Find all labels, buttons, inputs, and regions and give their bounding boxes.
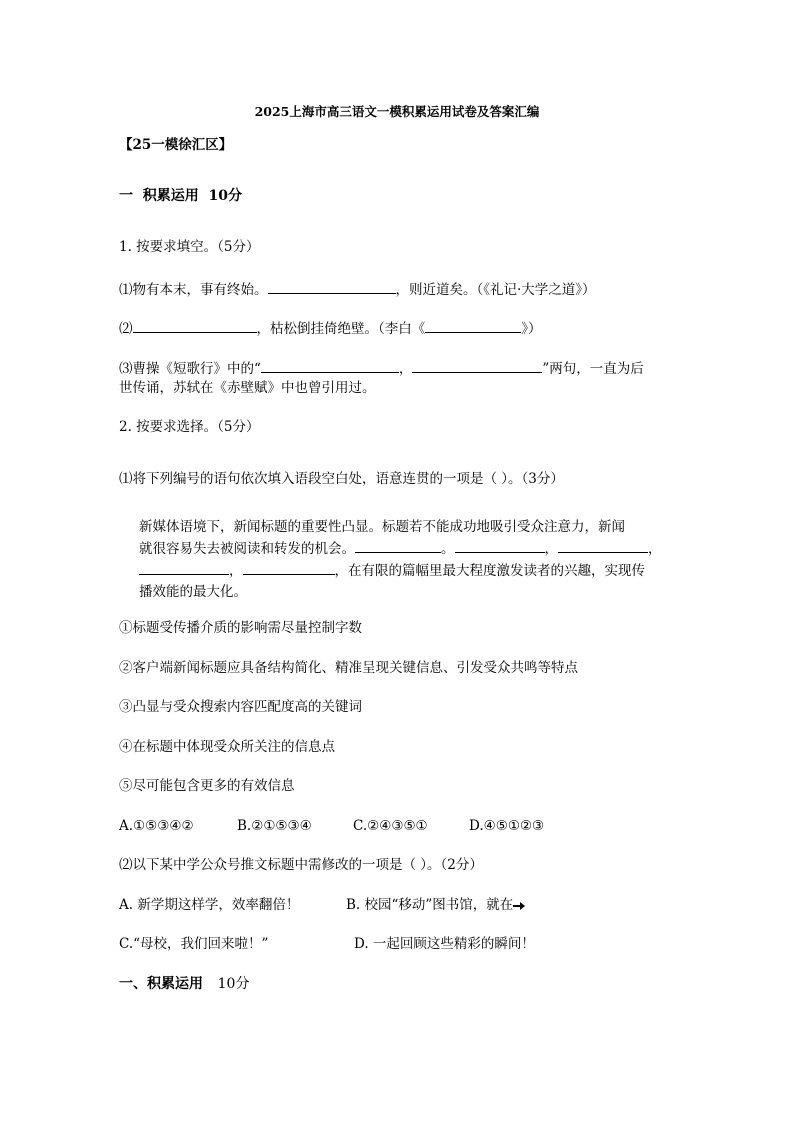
choice-d[interactable]: D. 一起回顾这些精彩的瞬间！ bbox=[354, 936, 535, 952]
section-number: 一 bbox=[119, 188, 133, 204]
question-1-stem: 1. 按要求填空。（5分） bbox=[119, 239, 260, 255]
section-name: 一、积累运用 bbox=[119, 976, 203, 992]
passage-text: 就很容易失去被阅读和转发的机会。 bbox=[139, 541, 355, 557]
answer-option-b[interactable]: B.②①⑤③④ bbox=[237, 818, 312, 834]
sentence-option-4: ④在标题中体现受众所关注的信息点 bbox=[119, 739, 335, 755]
answer-blank[interactable] bbox=[558, 538, 648, 553]
section-score: 10分 bbox=[208, 188, 242, 204]
question-2-sub-1: ⑴将下列编号的语句依次填入语段空白处，语意连贯的一项是（ ）。（3分） bbox=[119, 471, 564, 487]
item-text: ， bbox=[398, 361, 413, 377]
passage-text: ， bbox=[544, 541, 558, 557]
section-name: 积累运用 bbox=[142, 188, 199, 204]
answer-option-d[interactable]: D.④⑤①②③ bbox=[469, 818, 545, 834]
answer-options-row bbox=[119, 817, 544, 835]
question-2-stem: 2. 按要求选择。（5分） bbox=[119, 419, 260, 435]
passage-line: 新媒体语境下，新闻标题的重要性凸显。标题若不能成功地吸引受众注意力，新闻 bbox=[139, 519, 625, 535]
choice-c[interactable]: C.“母校，我们回来啦！” bbox=[119, 936, 269, 952]
choice-b[interactable] bbox=[346, 896, 525, 914]
answer-blank[interactable] bbox=[139, 560, 229, 575]
passage-text: 。 bbox=[441, 541, 455, 557]
question-1-item-3-cont: 世传诵，苏轼在《赤壁赋》中也曾引用过。 bbox=[119, 380, 376, 396]
item-text: ⑵ bbox=[119, 321, 133, 337]
item-text: ⑶曹操《短歌行》中的“ bbox=[119, 361, 261, 377]
item-text: ⑴物有本末，事有终始。 bbox=[119, 282, 268, 298]
choice-a[interactable]: A. 新学期这样学，效率翻倍！ bbox=[119, 897, 300, 913]
arrow-right-icon bbox=[513, 902, 525, 910]
sentence-option-3: ③凸显与受众搜索内容匹配度高的关键词 bbox=[119, 699, 362, 715]
passage-line: 播效能的最大化。 bbox=[139, 584, 247, 600]
answer-blank[interactable] bbox=[268, 279, 396, 294]
answer-blank[interactable] bbox=[355, 538, 441, 553]
question-1-item-2 bbox=[119, 318, 542, 338]
item-text: ，则近道矣。（《礼记·大学之道》） bbox=[395, 282, 596, 298]
answer-blank[interactable] bbox=[133, 318, 257, 333]
item-text: ，枯松倒挂倚绝壁。（李白《 bbox=[256, 321, 426, 337]
district-label: 【25一模徐汇区】 bbox=[119, 137, 233, 153]
choices-row-1 bbox=[119, 896, 525, 914]
answer-blank[interactable] bbox=[425, 318, 521, 333]
answer-blank[interactable] bbox=[261, 358, 399, 373]
item-text: ”两句，一直为后 bbox=[542, 361, 644, 377]
choice-b-text: B. 校园“移动”图书馆，就在 bbox=[346, 897, 514, 913]
answer-option-c[interactable]: C.②④③⑤① bbox=[353, 818, 428, 834]
answer-blank[interactable] bbox=[412, 358, 542, 373]
sentence-option-2: ②客户端新闻标题应具备结构简化、精准呈现关键信息、引发受众共鸣等特点 bbox=[119, 660, 578, 676]
passage-text: ， bbox=[648, 541, 662, 557]
section-heading bbox=[119, 187, 242, 205]
question-2-sub-2: ⑵以下某中学公众号推文标题中需修改的一项是（ ）。（2分） bbox=[119, 857, 483, 873]
answer-blank[interactable] bbox=[455, 538, 545, 553]
passage-line bbox=[139, 538, 685, 560]
passage bbox=[139, 517, 685, 603]
item-text: 》） bbox=[521, 321, 542, 337]
answer-option-a[interactable]: A.①⑤③④② bbox=[119, 818, 194, 834]
section-heading-repeat bbox=[119, 975, 249, 993]
sentence-option-5: ⑤尽可能包含更多的有效信息 bbox=[119, 778, 295, 794]
document-title: 2025上海市高三语文一模积累运用试卷及答案汇编 bbox=[254, 104, 540, 119]
answer-blank[interactable] bbox=[243, 560, 335, 575]
passage-text: ， bbox=[229, 563, 243, 579]
question-1-item-1 bbox=[119, 279, 596, 299]
choices-row-2 bbox=[119, 935, 535, 953]
section-score: 10分 bbox=[217, 976, 250, 992]
sentence-option-1: ①标题受传播介质的影响需尽量控制字数 bbox=[119, 620, 362, 636]
passage-line bbox=[139, 560, 685, 582]
passage-text: ，在有限的篇幅里最大程度激发读者的兴趣，实现传 bbox=[334, 563, 645, 579]
question-1-item-3 bbox=[119, 358, 644, 378]
